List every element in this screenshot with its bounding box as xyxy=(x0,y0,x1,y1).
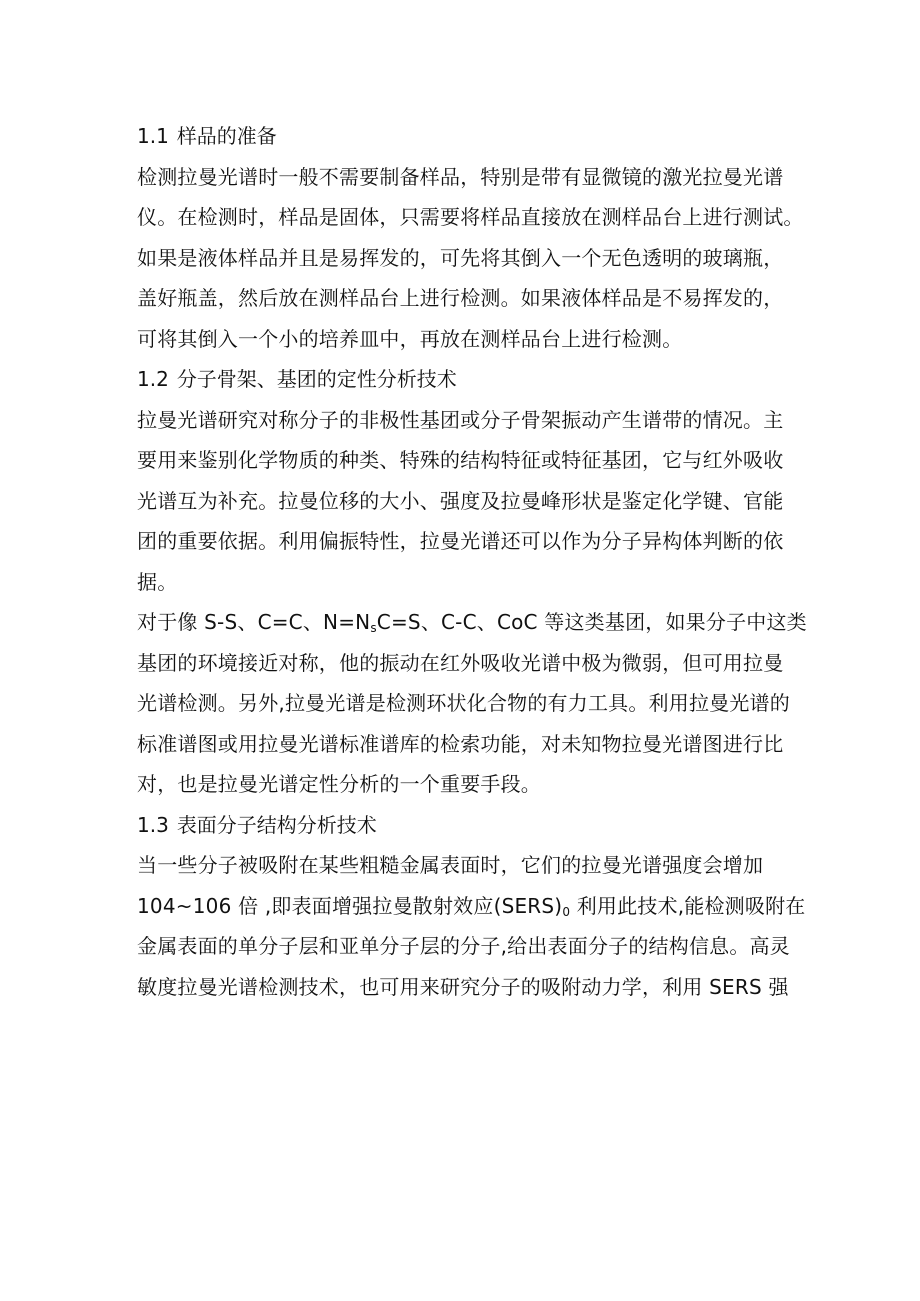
section-number: 1.2 xyxy=(137,367,169,391)
paragraph-line: 据。 xyxy=(137,569,178,594)
paragraph-line: 光谱互为补充。拉曼位移的大小、强度及拉曼峰形状是鉴定化学键、官能 xyxy=(137,488,784,513)
section-title: 表面分子结构分析技术 xyxy=(176,812,377,837)
subscript: 0 xyxy=(562,904,571,919)
paragraph-line: 当一些分子被吸附在某些粗糙金属表面时，它们的拉曼光谱强度会增加 xyxy=(137,853,764,877)
paragraph-line: 检测拉曼光谱时一般不需要制备样品，特别是带有显微镜的激光拉曼光谱 xyxy=(137,164,784,189)
text-run: 对于像 S-S、C=C、N=N xyxy=(137,610,371,634)
subscript: s xyxy=(370,621,377,635)
section-title: 分子骨架、基团的定性分析技术 xyxy=(176,367,457,391)
paragraph-line: 基团的环境接近对称，他的振动在红外吸收光谱中极为微弱，但可用拉曼 xyxy=(137,650,784,675)
document-body xyxy=(137,116,807,1007)
paragraph-line: 敏度拉曼光谱检测技术，也可用来研究分子的吸附动力学，利用 SERS 强 xyxy=(137,974,789,999)
paragraph-line: 仪。在检测时，样品是固体，只需要将样品直接放在测样品台上进行测试。 xyxy=(137,205,804,229)
paragraph-line: 可将其倒入一个小的培养皿中，再放在测样品台上进行检测。 xyxy=(137,326,683,351)
paragraph-line: 拉曼光谱研究对称分子的非极性基团或分子骨架振动产生谱带的情况。主 xyxy=(137,407,784,432)
paragraph-line: 金属表面的单分子层和亚单分子层的分子,给出表面分子的结构信息。高灵 xyxy=(137,934,790,958)
paragraph-line: 对，也是拉曼光谱定性分析的一个重要手段。 xyxy=(137,772,541,796)
paragraph-line: 光谱检测。另外,拉曼光谱是检测环状化合物的有力工具。利用拉曼光谱的 xyxy=(137,691,790,715)
section-heading-1-2 xyxy=(137,359,787,400)
section-heading-1-1 xyxy=(137,116,787,157)
paragraph-line: 团的重要依据。利用偏振特性，拉曼光谱还可以作为分子异构体判断的依 xyxy=(137,529,784,553)
paragraph-line: 如果是液体样品并且是易挥发的，可先将其倒入一个无色透明的玻璃瓶， xyxy=(137,245,784,270)
section-number: 1.1 xyxy=(137,124,169,148)
text-run: C=S、C-C、CoC 等这类基团，如果分子中这类 xyxy=(376,610,807,634)
paragraph-line-with-subscript xyxy=(137,602,807,643)
section-number: 1.3 xyxy=(137,812,169,837)
text-run: 利用此技术,能检测吸附在 xyxy=(570,893,806,918)
paragraph-line: 盖好瓶盖，然后放在测样品台上进行检测。如果液体样品是不易挥发的， xyxy=(137,286,784,310)
paragraph-line-with-subscript xyxy=(137,886,806,927)
section-heading-1-3 xyxy=(137,805,787,846)
paragraph-line: 标准谱图或用拉曼光谱标准谱库的检索功能，对未知物拉曼光谱图进行比 xyxy=(137,731,784,756)
section-title: 样品的准备 xyxy=(176,124,277,148)
paragraph-line: 要用来鉴别化学物质的种类、特殊的结构特征或特征基团，它与红外吸收 xyxy=(137,448,784,472)
text-run: 104~106 倍 ,即表面增强拉曼散射效应(SERS) xyxy=(137,893,563,918)
